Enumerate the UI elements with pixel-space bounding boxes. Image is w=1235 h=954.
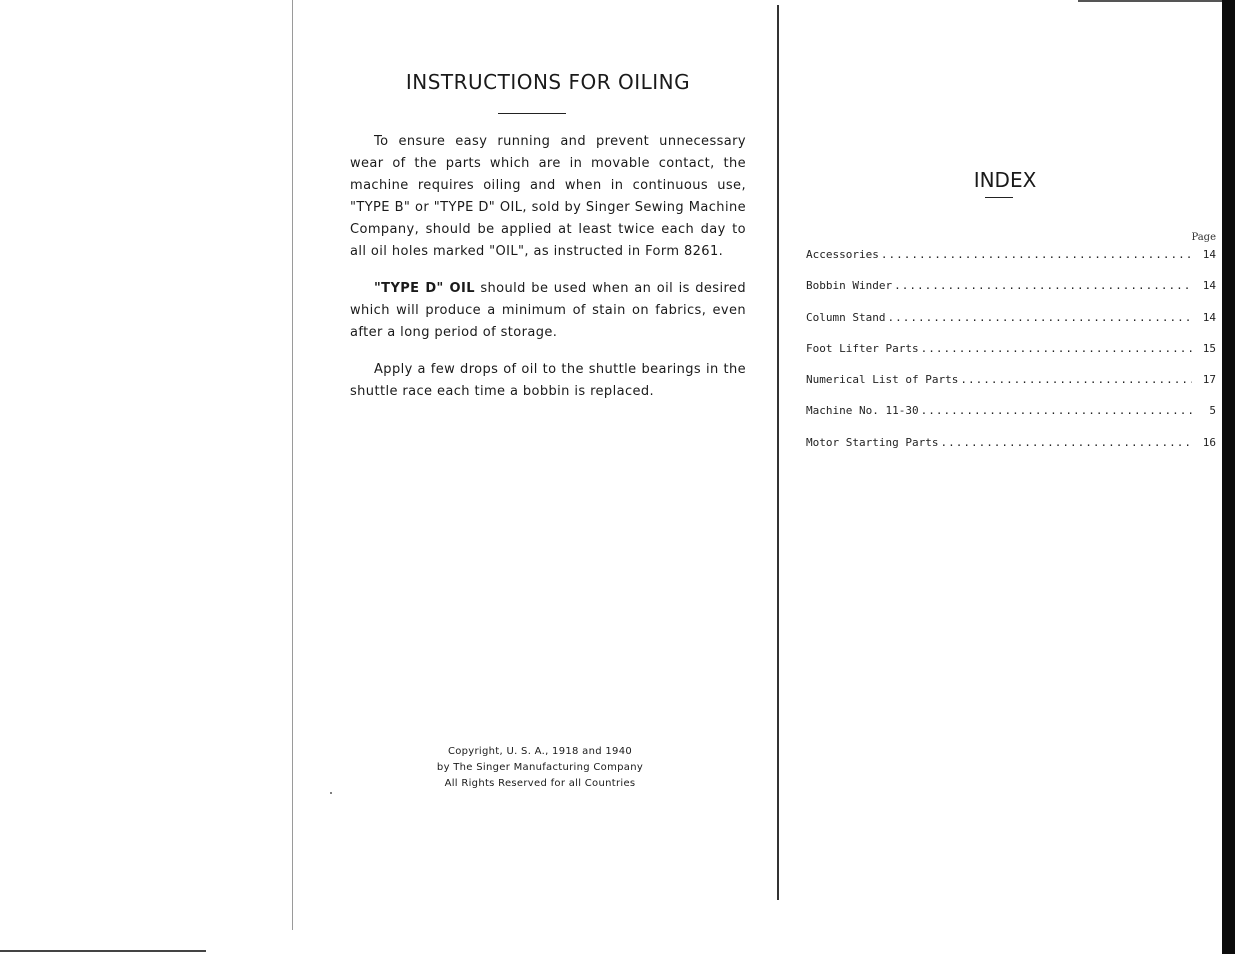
- index-title-rule: [985, 197, 1013, 198]
- oiling-paragraph-2: [350, 278, 746, 344]
- page-column-label: Page: [1191, 232, 1216, 243]
- leader-dots: [960, 373, 1192, 386]
- copyright-notice: [390, 744, 690, 792]
- copyright-line: All Rights Reserved for all Countries: [444, 778, 636, 789]
- copyright-line: by The Singer Manufacturing Company: [436, 762, 644, 773]
- oiling-instructions: [350, 131, 746, 418]
- index-entry-label: Numerical List of Parts: [806, 373, 959, 387]
- leader-dots: [940, 436, 1192, 449]
- leader-dots: [921, 404, 1192, 417]
- copyright-line: Copyright, U. S. A., 1918 and 1940: [447, 746, 633, 757]
- index-entry-label: Accessories: [806, 248, 879, 261]
- index-entry-page: 14: [1202, 248, 1216, 261]
- title-rule: [498, 113, 566, 114]
- leader-dots: [887, 311, 1192, 324]
- index-entry: [806, 404, 1216, 435]
- index-entry-label: Machine No. 11-30: [806, 404, 919, 418]
- oiling-paragraph-2-text: should be used when an oil is desired which will produce a minimum of stain on fabrics, even after a long period of storage.: [350, 281, 746, 340]
- index-entry-page: 14: [1202, 310, 1216, 324]
- index-entry-page: 14: [1202, 279, 1216, 293]
- leader-dots: [894, 279, 1192, 292]
- index-entry: [806, 279, 1216, 310]
- index-entry-label: Motor Starting Parts: [806, 435, 939, 449]
- index-entry: [806, 248, 1216, 279]
- index-entry: [806, 311, 1216, 342]
- page-edge-top: [1078, 0, 1235, 2]
- leader-dots: [921, 342, 1192, 355]
- page-edge-right: [1222, 0, 1235, 954]
- leader-dots: [881, 248, 1192, 261]
- page-edge-left: [292, 0, 293, 930]
- index-entry-page: 17: [1202, 373, 1216, 387]
- index-list: [806, 248, 1216, 467]
- index-entry-page: 16: [1202, 435, 1216, 449]
- index-entry-label: Column Stand: [806, 310, 886, 324]
- oiling-title: INSTRUCTIONS FOR OILING: [405, 70, 691, 94]
- index-title: INDEX: [973, 168, 1037, 192]
- index-entry-label: Foot Lifter Parts: [806, 341, 919, 355]
- page-edge-bottom: [0, 950, 206, 952]
- page-gutter: [777, 5, 779, 900]
- index-entry: [806, 373, 1216, 404]
- index-entry-page: 15: [1202, 341, 1216, 355]
- index-entry-page: 5: [1209, 404, 1216, 418]
- oiling-paragraph-1: To ensure easy running and prevent unnecessary wear of the parts which are in movable contact, the machine requires oiling and when in continuous use, "TYPE B" or "TYPE D" OIL, sold by Singer Sewing Machine Company, should be applied at least twice each day to all oil holes marked "OIL", as instructed in Form 8261.: [350, 134, 746, 259]
- oiling-paragraph-3: Apply a few drops of oil to the shuttle bearings in the shuttle race each time a bobbin is replaced.: [350, 362, 746, 399]
- index-entry: [806, 342, 1216, 373]
- scan-speck: [330, 792, 332, 794]
- index-entry-label: Bobbin Winder: [806, 279, 893, 293]
- index-entry: [806, 436, 1216, 467]
- type-d-oil-emphasis: "TYPE D" OIL: [374, 281, 475, 296]
